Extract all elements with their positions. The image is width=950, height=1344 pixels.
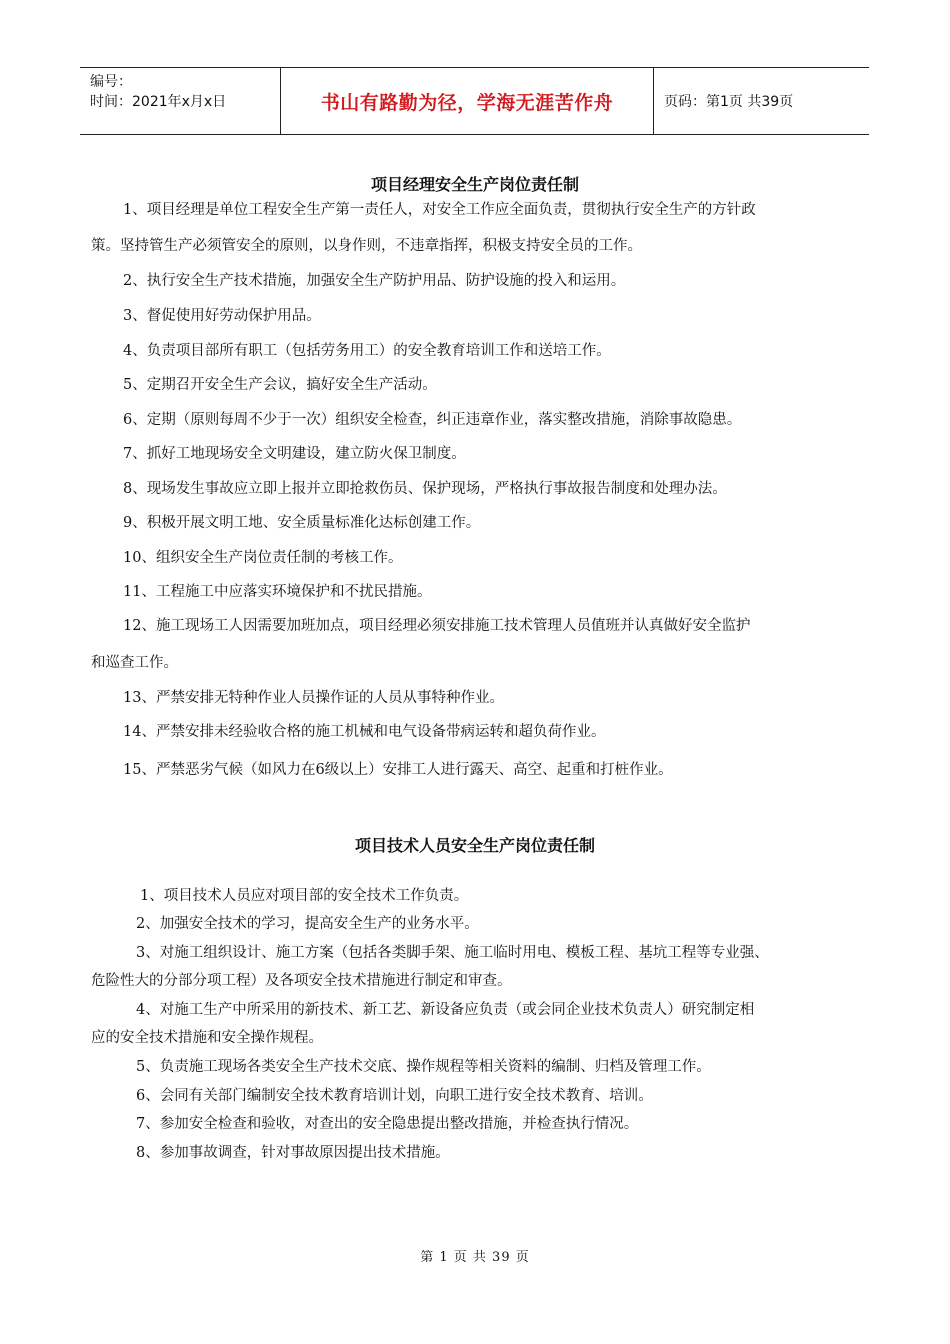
- s1-line: 3、督促使用好劳动保护用品。: [123, 308, 321, 324]
- page-footer: 第 1 页 共 39 页: [420, 1250, 530, 1265]
- s2-line: 4、对施工生产中所采用的新技术、新工艺、新设备应负责（或会同企业技术负责人）研究制定相: [136, 1002, 755, 1018]
- s1-line: 4、负责项目部所有职工（包括劳务用工）的安全教育培训工作和送培工作。: [123, 343, 611, 359]
- header-page-code: 页码：第1页 共39页: [664, 94, 794, 110]
- s1-line: 11、工程施工中应落实环境保护和不扰民措施。: [123, 584, 432, 600]
- s2-line: 6、会同有关部门编制安全技术教育培训计划，向职工进行安全技术教育、培训。: [136, 1088, 653, 1104]
- number-label: 编号：: [90, 74, 132, 90]
- s1-line: 10、组织安全生产岗位责任制的考核工作。: [123, 550, 403, 566]
- s1-line: 12、施工现场工人因需要加班加点，项目经理必须安排施工技术管理人员值班并认真做好安全监护: [123, 618, 751, 634]
- s2-line: 1、项目技术人员应对项目部的安全技术工作负责。: [140, 888, 469, 904]
- s1-line: 5、定期召开安全生产会议，搞好安全生产活动。: [123, 377, 437, 393]
- s1-line: 1、项目经理是单位工程安全生产第一责任人，对安全工作应全面负责，贯彻执行安全生产的方针政: [123, 202, 756, 218]
- s2-line: 8、参加事故调查，针对事故原因提出技术措施。: [136, 1145, 450, 1161]
- section1-title: 项目经理安全生产岗位责任制: [370, 175, 579, 194]
- header-meta: [80, 68, 281, 134]
- s2-line: 应的安全技术措施和安全操作规程。: [91, 1030, 323, 1046]
- s2-line: 7、参加安全检查和验收，对查出的安全隐患提出整改措施，并检查执行情况。: [136, 1116, 639, 1132]
- s1-line: 15、严禁恶劣气候（如风力在6级以上）安排工人进行露天、高空、起重和打桩作业。: [123, 762, 673, 778]
- s1-line: 和巡查工作。: [91, 655, 178, 671]
- s1-line: 9、积极开展文明工地、安全质量标准化达标创建工作。: [123, 515, 481, 531]
- s1-line: 6、定期（原则每周不少于一次）组织安全检查，纠正违章作业，落实整改措施，消除事故隐患。: [123, 412, 742, 428]
- s1-line: 13、严禁安排无特种作业人员操作证的人员从事特种作业。: [123, 690, 504, 706]
- s2-line: 5、负责施工现场各类安全生产技术交底、操作规程等相关资料的编制、归档及管理工作。: [136, 1059, 711, 1075]
- s2-line: 危险性大的分部分项工程）及各项安全技术措施进行制定和审查。: [91, 973, 512, 989]
- header-motto: 书山有路勤为径，学海无涯苦作舟: [281, 68, 654, 134]
- s1-line: 2、执行安全生产技术措施，加强安全生产防护用品、防护设施的投入和运用。: [123, 273, 626, 289]
- time-label: 时间：2021年x月x日: [90, 94, 227, 110]
- s2-line: 2、加强安全技术的学习，提高安全生产的业务水平。: [136, 916, 479, 932]
- s1-line: 策。坚持管生产必须管安全的原则，以身作则，不违章指挥，积极支持安全员的工作。: [91, 238, 642, 254]
- section2-title: 项目技术人员安全生产岗位责任制: [354, 836, 595, 855]
- s2-line: 3、对施工组织设计、施工方案（包括各类脚手架、施工临时用电、模板工程、基坑工程等专业强、: [136, 945, 769, 961]
- s1-line: 14、严禁安排未经验收合格的施工机械和电气设备带病运转和超负荷作业。: [123, 724, 606, 740]
- s1-line: 8、现场发生事故应立即上报并立即抢救伤员、保护现场，严格执行事故报告制度和处理办法。: [123, 481, 727, 497]
- s1-line: 7、抓好工地现场安全文明建设，建立防火保卫制度。: [123, 446, 466, 462]
- document-header: [80, 67, 869, 135]
